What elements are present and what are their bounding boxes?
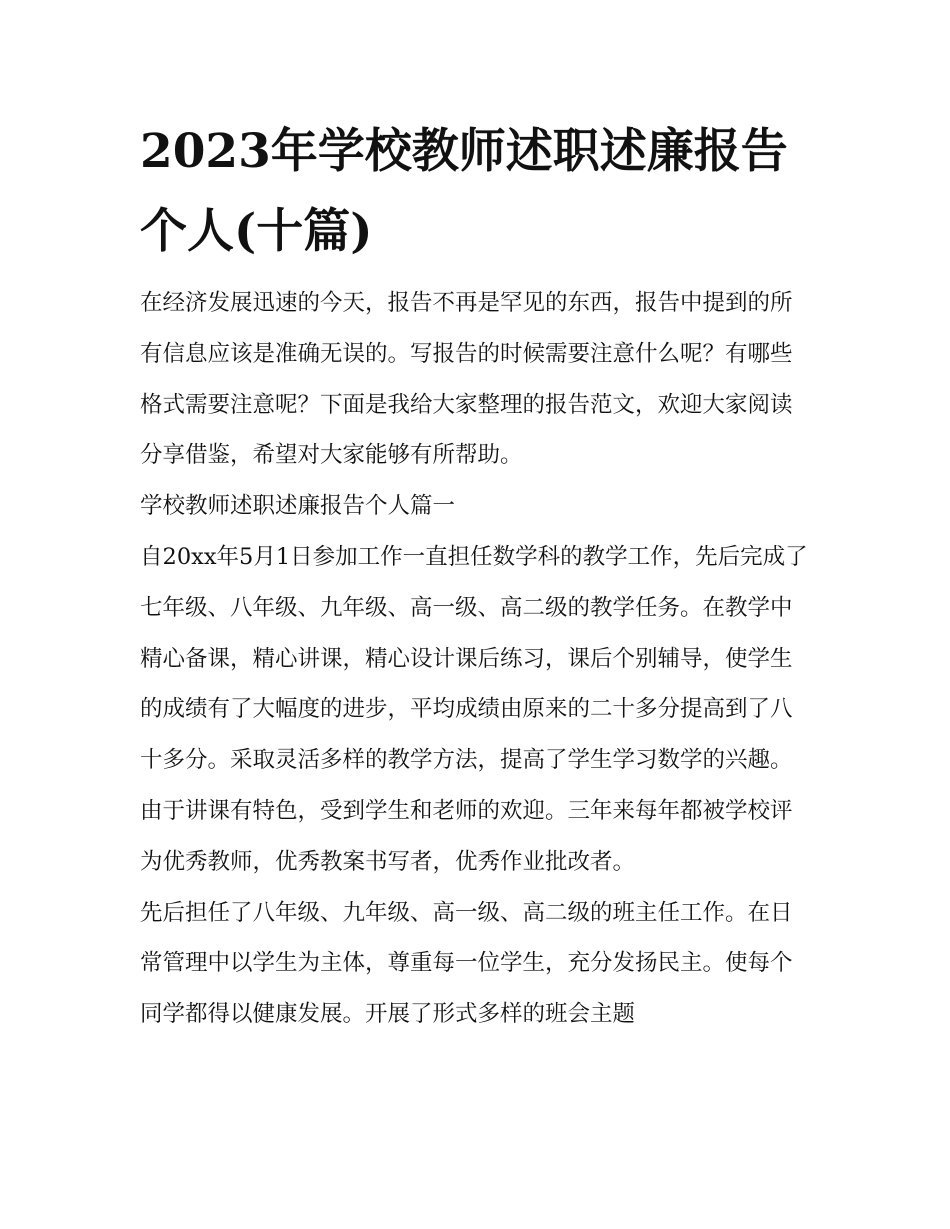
document-page <box>140 112 812 1040</box>
document-body <box>140 278 812 1040</box>
body-paragraph: 先后担任了八年级、九年级、高一级、高二级的班主任工作。在日常管理中以学生为主体，尊重每一位学生，充分发扬民主。使每个同学都得以健康发展。开展了形式多样的班会主题 <box>140 899 793 1028</box>
document-title: 2023年学校教师述职述廉报告个人(十篇) <box>140 124 788 259</box>
section-heading: 学校教师述职述廉报告个人篇一 <box>140 493 456 520</box>
intro-paragraph: 在经济发展迅速的今天，报告不再是罕见的东西，报告中提到的所有信息应该是准确无误的。写报告的时候需要注意什么呢？有哪些格式需要注意呢？下面是我给大家整理的报告范文，欢迎大家阅读分享借鉴，希望对大家能够有所帮助。 <box>140 290 793 469</box>
body-paragraph: 自20xx年5月1日参加工作一直担任数学科的教学工作，先后完成了七年级、八年级、九年级、高一级、高二级的教学任务。在教学中精心备课，精心讲课，精心设计课后练习，课后个别辅导，使学生的成绩有了大幅度的进步，平均成绩由原来的二十多分提高到了八十多分。采取灵活多样的教学方法，提高了学生学习数学的兴趣。由于讲课有特色，受到学生和老师的欢迎。三年来每年都被学校评为优秀教师，优秀教案书写者，优秀作业批改者。 <box>140 543 808 875</box>
